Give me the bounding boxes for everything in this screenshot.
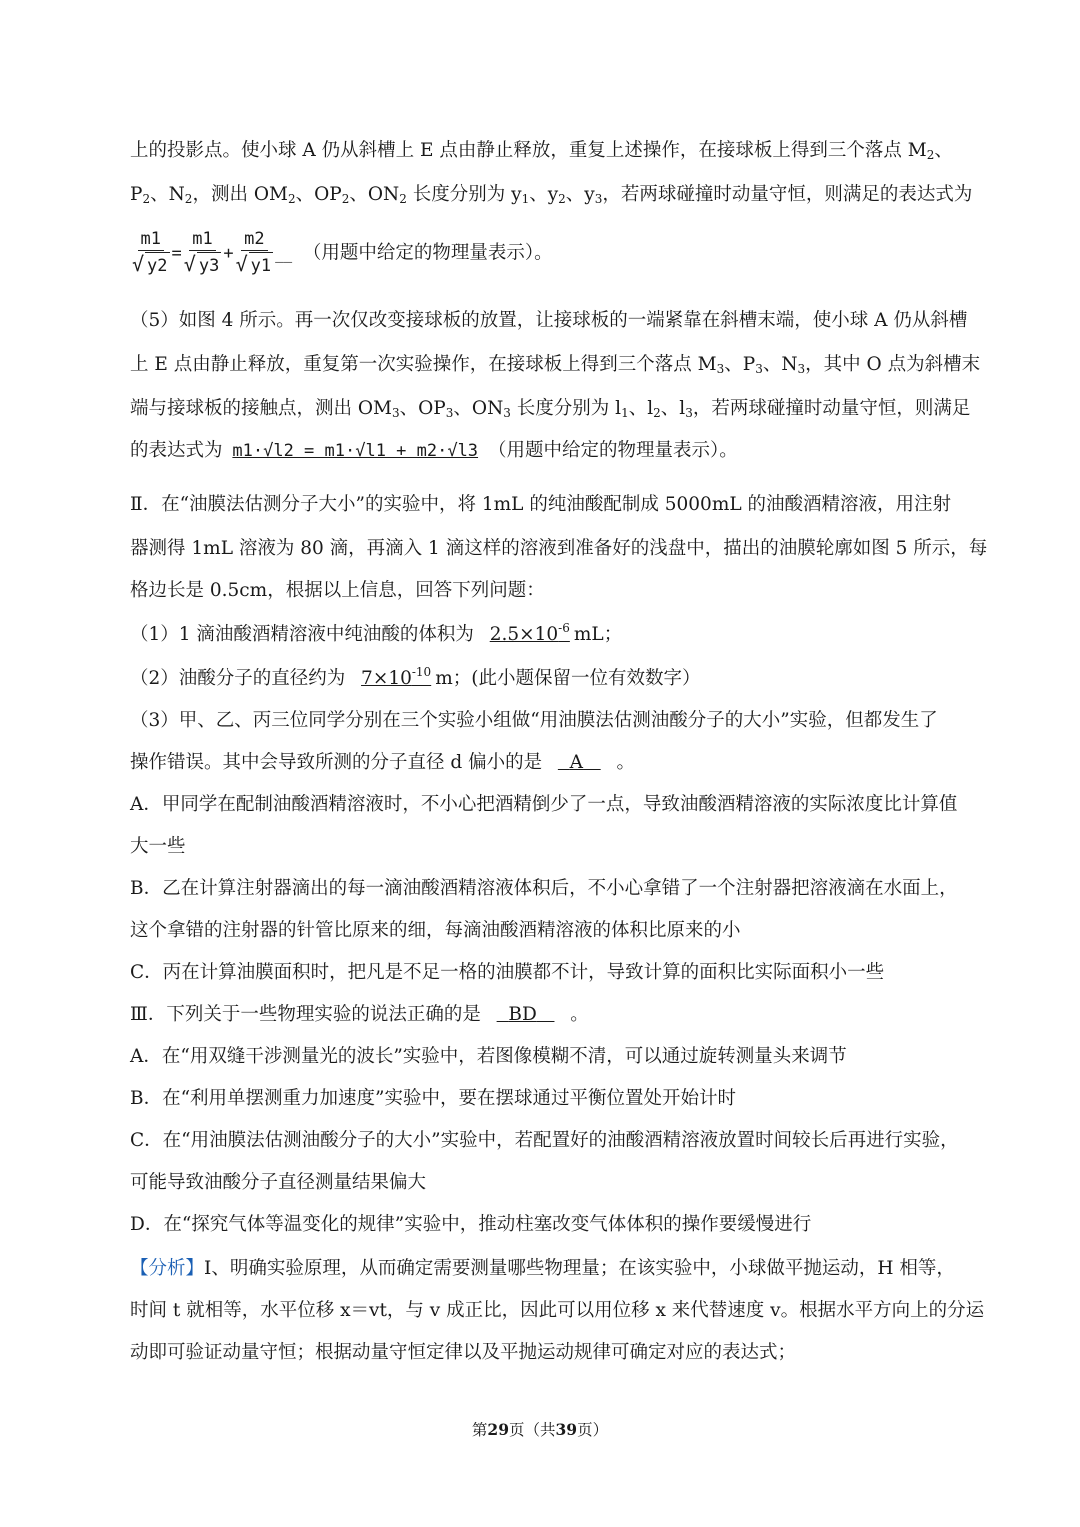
option-line: C．丙在计算油膜面积时，把凡是不足一格的油膜都不计，导致计算的面积比实际面积小一些 [130, 962, 885, 983]
momentum-formula-1: $\frac{m1}{√ y2}$ = $\frac{m1}{√ y3}$ + $\frac{m2}{√ y1}$ __ （用题中给定的物理量表示）。 [130, 228, 980, 279]
fraction-term: $\frac{m1}{√ y3}$ [184, 228, 222, 279]
option-line: A．甲同学在配制油酸酒精溶液时，不小心把酒精倒少了一点，导致油酸酒精溶液的实际浓度比计算值 [130, 794, 958, 815]
paragraph-line: （5）如图 4 所示。再一次仅改变接球板的放置，让接球板的一端紧靠在斜槽末端，使小球 A 仍从斜槽 [130, 310, 968, 331]
analysis-tag: 【分析】 [130, 1258, 205, 1279]
paragraph-line: （3）甲、乙、丙三位同学分别在三个实验小组做“用油膜法估测油酸分子的大小”实验，但都发生了 [130, 710, 938, 731]
question-line: （1）1 滴油酸酒精溶液中纯油酸的体积为 $2.5\times 10^{-6}$ mL； [130, 621, 623, 645]
option-line: D．在“探究气体等温变化的规律”实验中，推动柱塞改变气体体积的操作要缓慢进行 [130, 1214, 812, 1235]
option-line: B．在“利用单摆测重力加速度”实验中，要在摆球通过平衡位置处开始计时 [130, 1088, 737, 1109]
paragraph-line: 端与接球板的接触点，测出 $OM_3$、$OP_3$、$ON_3$ 长度分别为 $l_1$、$l_2$、$l_3$，若两球碰撞时动量守恒，则满足 [130, 398, 971, 420]
paragraph-line: 格边长是 0.5cm，根据以上信息，回答下列问题： [130, 580, 545, 601]
page-footer: 第29页（共39页） [471, 1420, 609, 1439]
answer-blank: $7\times 10^{-10}$ [361, 665, 432, 689]
answer-blank: A [569, 752, 584, 773]
analysis-line: 动即可验证动量守恒；根据动量守恒定律以及平抛运动规律可确定对应的表达式； [130, 1342, 797, 1363]
option-line: 大一些 [130, 836, 186, 857]
page-total: 39 [555, 1420, 578, 1439]
question-line: （2）油酸分子的直径约为 $7\times 10^{-10}$ m；(此小题保留一位有效数字） [130, 665, 701, 689]
fraction-term: $\frac{m1}{√ y2}$ [132, 228, 170, 279]
option-line: A．在“用双缝干涉测量光的波长”实验中，若图像模糊不清，可以通过旋转测量头来调节 [130, 1046, 847, 1067]
option-line: B．乙在计算注射器滴出的每一滴油酸酒精溶液体积后，不小心拿错了一个注射器把溶液滴在水面上， [130, 878, 958, 899]
question-line: Ⅲ．下列关于一些物理实验的说法正确的是 BD 。 [130, 1004, 589, 1025]
question-line: 操作错误。其中会导致所测的分子直径 d 偏小的是 A 。 [130, 752, 635, 773]
analysis-line: 【分析】Ⅰ、明确实验原理，从而确定需要测量哪些物理量；在该实验中，小球做平抛运动，H 相等， [130, 1258, 955, 1279]
answer-blank: BD [508, 1004, 537, 1025]
paragraph-line: 的表达式为 m1·√l2 = m1·√l1 + m2·√l3 （用题中给定的物理量表示）。 [130, 440, 738, 461]
paragraph-line: 器测得 1mL 溶液为 80 滴，再滴入 1 滴这样的溶液到准备好的浅盘中，描出的油膜轮廓如图 5 所示，每 [130, 538, 988, 559]
option-line: C．在“用油膜法估测油酸分子的大小”实验中，若配置好的油酸酒精溶液放置时间较长后再进行实验， [130, 1130, 959, 1151]
option-line: 这个拿错的注射器的针管比原来的细，每滴油酸酒精溶液的体积比原来的小 [130, 920, 741, 941]
paragraph-line: 上的投影点。使小球 A 仍从斜槽上 E 点由静止释放，重复上述操作，在接球板上得到三个落点 $M_2$、 [130, 140, 953, 162]
fraction-term: $\frac{m2}{√ y1}$ [236, 228, 274, 279]
page-number: 29 [487, 1420, 509, 1439]
analysis-line: 时间 t 就相等，水平位移 x＝vt，与 v 成正比，因此可以用位移 x 来代替速度 v。根据水平方向上的分运 [130, 1300, 985, 1321]
momentum-formula-2: m1·√l2 = m1·√l1 + m2·√l3 [232, 441, 479, 461]
paragraph-line: $P_2$、$N_2$，测出 $OM_2$、$OP_2$、$ON_2$ 长度分别为 $y_1$、$y_2$、$y_3$，若两球碰撞时动量守恒，则满足的表达式为 [130, 184, 973, 206]
paragraph-line: Ⅱ．在“油膜法估测分子大小”的实验中，将 1mL 的纯油酸配制成 5000mL 的油酸酒精溶液，用注射 [130, 494, 952, 515]
option-line: 可能导致油酸分子直径测量结果偏大 [130, 1172, 427, 1193]
paragraph-line: 上 E 点由静止释放，重复第一次实验操作，在接球板上得到三个落点 $M_3$、$P_3$、$N_3$，其中 O 点为斜槽末 [130, 354, 981, 376]
answer-blank: $2.5\times 10^{-6}$ [489, 621, 570, 645]
